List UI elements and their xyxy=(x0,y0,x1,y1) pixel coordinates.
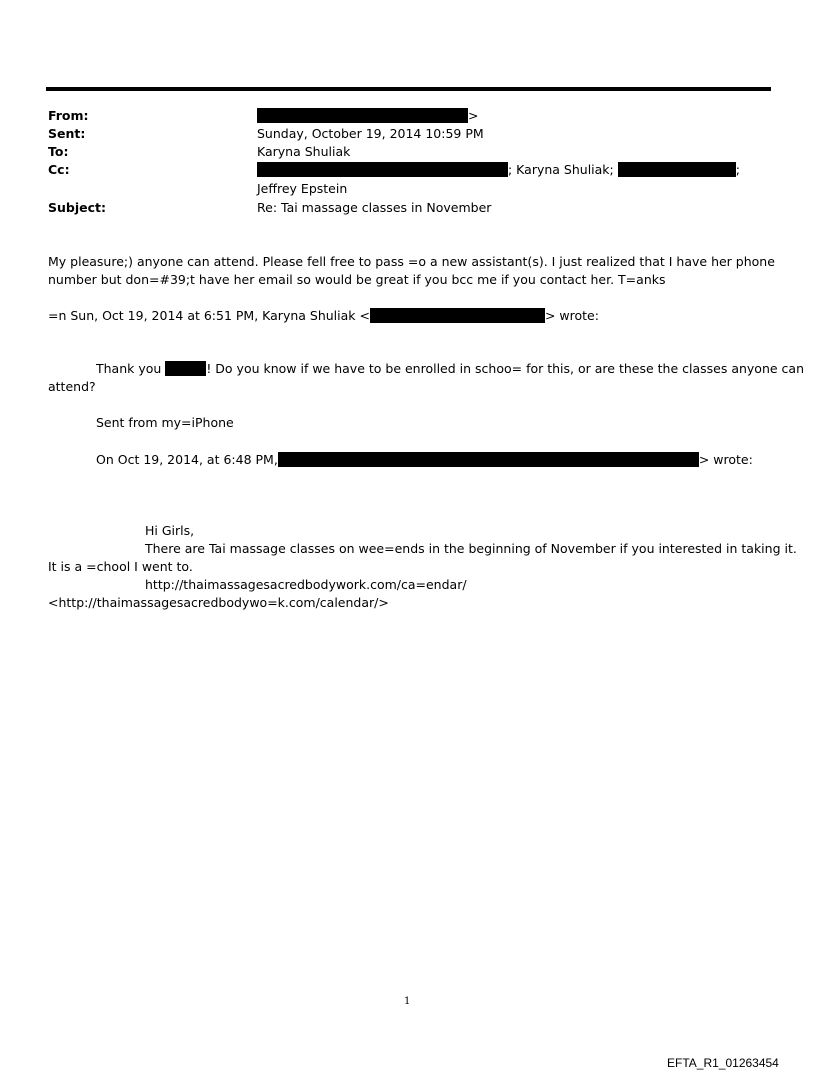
subject-value: Re: Tai massage classes in November xyxy=(257,200,492,215)
redaction-block xyxy=(257,162,508,177)
redaction-block xyxy=(165,361,206,376)
quote-header-2 xyxy=(96,451,753,469)
to-label: To: xyxy=(48,144,69,159)
redaction-block xyxy=(370,308,545,323)
reply-line-2: attend? xyxy=(48,379,96,394)
sent-value: Sunday, October 19, 2014 10:59 PM xyxy=(257,126,484,141)
cc-label: Cc: xyxy=(48,162,70,177)
sent-from-signature: Sent from my=iPhone xyxy=(96,415,234,430)
document-id: EFTA_R1_01263454 xyxy=(667,1056,779,1070)
redaction-block xyxy=(278,452,699,467)
inner-greeting: Hi Girls, xyxy=(145,523,195,538)
quote1-suffix: > wrote: xyxy=(544,308,599,323)
sent-label: Sent: xyxy=(48,126,86,141)
cc-line2: Jeffrey Epstein xyxy=(257,181,348,196)
quote1-prefix: =n Sun, Oct 19, 2014 at 6:51 PM, Karyna Shuliak < xyxy=(48,308,370,323)
redaction-block xyxy=(618,162,736,177)
from-suffix: > xyxy=(468,108,479,123)
reply-line xyxy=(96,360,804,378)
quote-header-1 xyxy=(48,307,599,325)
cc-middle: ; Karyna Shuliak; xyxy=(508,162,614,177)
body-paragraph-line: number but don=#39;t have her email so would be great if you bcc me if you contact her. T=anks xyxy=(48,272,666,287)
header-rule xyxy=(46,87,771,91)
page-number: 1 xyxy=(404,996,411,1007)
inner-link: <http://thaimassagesacredbodywo=k.com/calendar/> xyxy=(48,595,389,610)
body-paragraph-line: My pleasure;) anyone can attend. Please fell free to pass =o a new assistant(s). I just realized that I have her phone xyxy=(48,254,775,269)
redaction-block xyxy=(257,108,468,123)
subject-label: Subject: xyxy=(48,200,106,215)
quote2-suffix: > wrote: xyxy=(698,452,753,467)
from-value xyxy=(257,107,478,125)
inner-link: http://thaimassagesacredbodywork.com/ca=endar/ xyxy=(145,577,467,592)
quote2-prefix: On Oct 19, 2014, at 6:48 PM, xyxy=(96,452,278,467)
inner-line: There are Tai massage classes on wee=ends in the beginning of November if you interested in taking it. xyxy=(145,541,797,556)
from-label: From: xyxy=(48,108,89,123)
cc-end: ; xyxy=(735,162,740,177)
cc-value xyxy=(257,161,740,179)
reply-prefix: Thank you xyxy=(96,361,162,376)
to-value: Karyna Shuliak xyxy=(257,144,351,159)
reply-rest: ! Do you know if we have to be enrolled in schoo= for this, or are these the classes anyone can xyxy=(206,361,804,376)
inner-line: It is a =chool I went to. xyxy=(48,559,193,574)
